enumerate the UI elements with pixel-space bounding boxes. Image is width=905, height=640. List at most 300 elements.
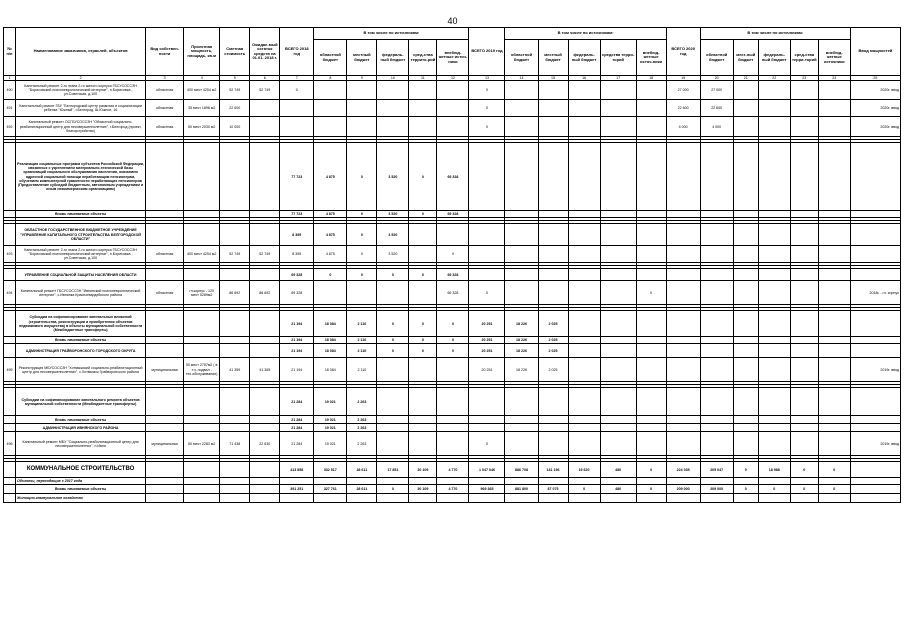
- table-cell: [636, 246, 666, 263]
- table-cell: 18 226: [505, 344, 538, 358]
- table-cell: [758, 100, 790, 117]
- table-cell: 0: [377, 337, 409, 344]
- table-cell: [314, 100, 347, 117]
- table-cell: [666, 281, 700, 305]
- table-cell: 18 084: [314, 344, 347, 358]
- table-cell: [636, 211, 666, 218]
- table-cell: [818, 311, 850, 337]
- table-cell: [4, 143, 16, 211]
- table-cell: [850, 337, 900, 344]
- table-cell: 886 708: [505, 462, 538, 478]
- table-cell: [636, 269, 666, 281]
- column-number-cell: 16: [568, 76, 600, 81]
- table-cell: 21 284: [280, 416, 314, 424]
- table-cell: [850, 462, 900, 478]
- table-cell: [250, 224, 280, 246]
- table-cell: 0: [568, 485, 600, 494]
- col-estimate: Сметная стоимость: [220, 28, 250, 76]
- table-cell: 50 мест 2030 м2: [184, 117, 220, 137]
- table-cell: [568, 281, 600, 305]
- col-2020-extrabudget: внебюд-жетные источники: [818, 40, 850, 76]
- table-cell: [700, 416, 733, 424]
- table-cell: [377, 388, 409, 416]
- table-cell: 0: [818, 462, 850, 478]
- table-cell: 391 251: [280, 485, 314, 494]
- table-cell: [437, 424, 469, 432]
- table-cell: [347, 281, 377, 305]
- table-row: [4, 281, 901, 305]
- table-cell: [469, 246, 505, 263]
- table-cell: [636, 432, 666, 456]
- table-cell: [146, 462, 184, 478]
- table-cell: 493: [4, 246, 16, 263]
- col-2018-local: местный бюджет: [347, 40, 377, 76]
- col-2018-federal: федераль-ный бюджет: [377, 40, 409, 76]
- table-cell: 0: [733, 462, 758, 478]
- table-cell: [4, 224, 16, 246]
- table-cell: [469, 424, 505, 432]
- table-cell: [469, 388, 505, 416]
- col-ownership: Вид собствен-ности: [146, 28, 184, 76]
- table-cell: [409, 281, 437, 305]
- col-total-2018: ВСЕГО 2018 год: [280, 28, 314, 76]
- table-cell: [409, 358, 437, 382]
- column-number-cell: 14: [505, 76, 538, 81]
- table-cell: 21 194: [280, 344, 314, 358]
- table-cell: [437, 388, 469, 416]
- table-cell: [377, 424, 409, 432]
- table-cell: 0: [347, 246, 377, 263]
- table-cell: 18 226: [505, 311, 538, 337]
- table-cell: [280, 117, 314, 137]
- table-cell: [505, 224, 538, 246]
- table-cell: [4, 311, 16, 337]
- table-cell: 400 мест 4254 м2: [184, 246, 220, 263]
- table-row: [4, 432, 901, 456]
- table-cell: 2 110: [347, 358, 377, 382]
- table-cell: [666, 143, 700, 211]
- column-number-cell: 8: [314, 76, 347, 81]
- table-cell: [850, 424, 900, 432]
- table-cell: [600, 246, 636, 263]
- table-cell: [4, 462, 16, 478]
- table-cell: [314, 281, 347, 305]
- table-cell: [700, 281, 733, 305]
- table-cell: [790, 311, 818, 337]
- table-cell: [600, 494, 636, 503]
- table-cell: [758, 211, 790, 218]
- table-cell: 35 мест 1896 м2: [184, 100, 220, 117]
- table-cell: [700, 424, 733, 432]
- table-cell: [4, 211, 16, 218]
- table-cell: [220, 269, 250, 281]
- table-cell: 41 365: [250, 358, 280, 382]
- table-cell: [636, 424, 666, 432]
- table-row: [4, 246, 901, 263]
- table-cell: [505, 432, 538, 456]
- table-cell: [600, 224, 636, 246]
- table-cell: [250, 416, 280, 424]
- table-cell: 0: [437, 337, 469, 344]
- col-num: № п/п: [4, 28, 16, 76]
- table-cell: [280, 100, 314, 117]
- table-cell: [850, 246, 900, 263]
- table-cell: [220, 337, 250, 344]
- table-cell: 0: [377, 344, 409, 358]
- table-row: [4, 311, 901, 337]
- table-cell: [790, 117, 818, 137]
- table-cell: [600, 281, 636, 305]
- column-number-cell: 1: [4, 76, 16, 81]
- table-cell: [850, 416, 900, 424]
- table-cell: [850, 211, 900, 218]
- col-2020-regional: областной бюджет: [700, 40, 733, 76]
- table-cell: 8 395: [280, 224, 314, 246]
- table-cell: [377, 117, 409, 137]
- table-cell: [790, 269, 818, 281]
- table-cell: [600, 337, 636, 344]
- table-cell: [314, 81, 347, 100]
- table-cell: [220, 485, 250, 494]
- table-cell: [758, 424, 790, 432]
- table-cell: [250, 462, 280, 478]
- table-cell: [636, 143, 666, 211]
- table-cell: [818, 100, 850, 117]
- column-number-cell: 4: [184, 76, 220, 81]
- table-cell: [184, 311, 220, 337]
- table-cell: [250, 117, 280, 137]
- table-cell: 21 194: [280, 358, 314, 382]
- table-cell: [538, 100, 568, 117]
- table-cell: [700, 358, 733, 382]
- table-cell: 22 600: [666, 100, 700, 117]
- table-cell: 19 620: [568, 462, 600, 478]
- table-cell: гл.корпус - 120 мест 5289м2: [184, 281, 220, 305]
- table-cell: [758, 269, 790, 281]
- table-cell: 2 025: [538, 344, 568, 358]
- table-cell: [437, 416, 469, 424]
- table-cell: [733, 432, 758, 456]
- row-title-cell: Вновь начинаемые объекты: [16, 416, 146, 424]
- table-cell: [377, 416, 409, 424]
- table-cell: [733, 337, 758, 344]
- table-cell: областная: [146, 81, 184, 100]
- table-cell: 3 520: [377, 224, 409, 246]
- table-cell: [437, 358, 469, 382]
- table-cell: [377, 81, 409, 100]
- table-cell: [700, 311, 733, 337]
- table-cell: 494: [4, 281, 16, 305]
- table-cell: 87 075: [538, 485, 568, 494]
- table-cell: [184, 211, 220, 218]
- table-cell: [184, 269, 220, 281]
- table-cell: [790, 211, 818, 218]
- table-cell: 19 021: [314, 424, 347, 432]
- table-cell: [250, 388, 280, 416]
- table-cell: [636, 311, 666, 337]
- table-cell: [850, 269, 900, 281]
- investment-program-table: [3, 27, 901, 503]
- table-cell: [700, 246, 733, 263]
- table-cell: [250, 424, 280, 432]
- table-cell: 10 000: [220, 117, 250, 137]
- table-cell: [437, 117, 469, 137]
- table-cell: областная: [146, 281, 184, 305]
- table-cell: [733, 494, 758, 503]
- table-cell: [220, 211, 250, 218]
- table-cell: 18 226: [505, 337, 538, 344]
- table-cell: [220, 388, 250, 416]
- table-cell: [377, 358, 409, 382]
- column-number-cell: 12: [437, 76, 469, 81]
- table-cell: 21 284: [280, 432, 314, 456]
- table-cell: [505, 388, 538, 416]
- table-cell: [4, 416, 16, 424]
- table-cell: [538, 281, 568, 305]
- table-cell: 71 438: [220, 432, 250, 456]
- table-cell: [600, 311, 636, 337]
- table-cell: 52 749: [250, 81, 280, 100]
- table-cell: [538, 494, 568, 503]
- table-cell: [220, 478, 250, 485]
- table-cell: [666, 311, 700, 337]
- table-cell: 0: [377, 311, 409, 337]
- table-cell: [790, 358, 818, 382]
- table-cell: [733, 246, 758, 263]
- table-cell: [790, 337, 818, 344]
- table-cell: [758, 416, 790, 424]
- table-cell: [220, 224, 250, 246]
- table-cell: [505, 117, 538, 137]
- table-cell: [818, 432, 850, 456]
- table-cell: [850, 478, 900, 485]
- table-cell: 2 025: [538, 358, 568, 382]
- table-cell: [733, 143, 758, 211]
- table-cell: [790, 424, 818, 432]
- table-cell: 209 000: [700, 485, 733, 494]
- table-cell: [250, 478, 280, 485]
- row-title-cell: АДМИНИСТРАЦИЯ ГРАЙВОРОНСКОГО ГОРОДСКОГО ОКРУГА: [16, 344, 146, 358]
- table-cell: 492: [4, 117, 16, 137]
- table-cell: [666, 478, 700, 485]
- table-cell: [733, 344, 758, 358]
- table-cell: областная: [146, 100, 184, 117]
- table-cell: [568, 432, 600, 456]
- table-cell: [758, 311, 790, 337]
- group-2020: В том числе по источникам:: [700, 28, 850, 40]
- table-cell: 0: [409, 269, 437, 281]
- table-cell: [220, 311, 250, 337]
- table-cell: [790, 143, 818, 211]
- table-cell: 2018г. - гл. корпус: [850, 281, 900, 305]
- table-cell: [250, 311, 280, 337]
- table-cell: [636, 100, 666, 117]
- table-cell: 480: [600, 462, 636, 478]
- col-2019-local: местный бюджет: [538, 40, 568, 76]
- table-cell: [568, 269, 600, 281]
- table-cell: [505, 281, 538, 305]
- table-cell: [850, 143, 900, 211]
- table-cell: [758, 432, 790, 456]
- table-cell: [600, 269, 636, 281]
- table-cell: [818, 344, 850, 358]
- table-cell: [600, 432, 636, 456]
- row-title-cell: Вновь начинаемые объекты: [16, 211, 146, 218]
- table-cell: 0: [636, 485, 666, 494]
- table-cell: [250, 269, 280, 281]
- table-cell: [347, 117, 377, 137]
- group-2019: В том числе по источникам:: [505, 28, 666, 40]
- table-cell: [790, 81, 818, 100]
- column-number-cell: 19: [666, 76, 700, 81]
- table-cell: [250, 494, 280, 503]
- table-cell: 4 875: [314, 224, 347, 246]
- table-row: [4, 494, 901, 503]
- column-number-cell: 11: [409, 76, 437, 81]
- table-cell: 18 084: [314, 337, 347, 344]
- table-cell: 0: [347, 143, 377, 211]
- table-cell: [818, 494, 850, 503]
- table-row: [4, 485, 901, 494]
- table-cell: [568, 117, 600, 137]
- table-cell: 4 875: [314, 211, 347, 218]
- table-cell: [250, 485, 280, 494]
- table-cell: [568, 143, 600, 211]
- table-cell: [600, 388, 636, 416]
- table-cell: [790, 494, 818, 503]
- table-cell: [666, 432, 700, 456]
- table-cell: [758, 246, 790, 263]
- table-cell: [469, 224, 505, 246]
- table-cell: [568, 224, 600, 246]
- table-cell: [146, 388, 184, 416]
- table-cell: 2 263: [347, 424, 377, 432]
- table-cell: 21 194: [280, 337, 314, 344]
- table-cell: 400 мест 4254 м2: [184, 81, 220, 100]
- table-cell: [469, 211, 505, 218]
- table-cell: [636, 478, 666, 485]
- table-cell: [146, 337, 184, 344]
- table-cell: 2019г. ввод: [850, 358, 900, 382]
- col-name: Наименование заказчиков, отраслей, объектов: [16, 28, 146, 76]
- table-cell: 0: [469, 281, 505, 305]
- table-cell: 0: [377, 485, 409, 494]
- table-cell: [758, 117, 790, 137]
- table-cell: [790, 388, 818, 416]
- table-cell: [280, 494, 314, 503]
- table-cell: 0: [790, 462, 818, 478]
- table-cell: 20 251: [469, 358, 505, 382]
- table-cell: [538, 211, 568, 218]
- table-cell: 22 600: [220, 100, 250, 117]
- table-cell: 2 263: [347, 416, 377, 424]
- table-cell: [347, 494, 377, 503]
- col-2019-regional: областной бюджет: [505, 40, 538, 76]
- table-cell: [818, 211, 850, 218]
- table-cell: 0: [469, 81, 505, 100]
- table-cell: [758, 81, 790, 100]
- table-cell: 0: [437, 344, 469, 358]
- table-cell: [666, 388, 700, 416]
- table-cell: 969 365: [469, 485, 505, 494]
- column-number-cell: 15: [538, 76, 568, 81]
- column-number-cell: 24: [818, 76, 850, 81]
- table-cell: 19 021: [314, 432, 347, 456]
- table-cell: [184, 478, 220, 485]
- table-cell: [146, 494, 184, 503]
- table-cell: [538, 246, 568, 263]
- table-cell: 205 047: [700, 462, 733, 478]
- table-cell: 30 109: [409, 485, 437, 494]
- table-cell: [4, 388, 16, 416]
- table-cell: [538, 432, 568, 456]
- table-cell: [636, 388, 666, 416]
- table-cell: [666, 424, 700, 432]
- table-row: [4, 462, 901, 478]
- column-number-cell: 13: [469, 76, 505, 81]
- table-cell: [250, 143, 280, 211]
- table-cell: [184, 143, 220, 211]
- table-cell: 224 035: [666, 462, 700, 478]
- table-cell: [700, 269, 733, 281]
- col-2019-territories: средства терри-торий: [600, 40, 636, 76]
- table-cell: [850, 344, 900, 358]
- table-cell: 496: [4, 432, 16, 456]
- table-cell: 21 284: [280, 424, 314, 432]
- col-remainder: Ожидае-мый остаток средств на 01.01. 2018 г.: [250, 28, 280, 76]
- table-row: [4, 81, 901, 100]
- table-cell: [409, 424, 437, 432]
- table-cell: [600, 358, 636, 382]
- table-cell: 3 520: [377, 211, 409, 218]
- column-number-cell: 21: [733, 76, 758, 81]
- table-cell: [146, 485, 184, 494]
- table-cell: [146, 224, 184, 246]
- table-cell: 69 328: [280, 281, 314, 305]
- table-cell: [469, 416, 505, 424]
- column-number-cell: 5: [220, 76, 250, 81]
- table-cell: 0: [469, 117, 505, 137]
- table-cell: [220, 416, 250, 424]
- table-cell: 3 520: [377, 246, 409, 263]
- table-cell: [733, 211, 758, 218]
- table-row: [4, 224, 901, 246]
- table-cell: [377, 281, 409, 305]
- table-cell: 8 395: [280, 246, 314, 263]
- table-cell: [666, 337, 700, 344]
- table-cell: [636, 358, 666, 382]
- row-title-cell: Капитальный ремонт 2-го этапа 2-го жилого корпуса ГБСУСОССЗН "Борисовский психоневрологический интернат", п.Борисовка , ул.Советская, д.100: [16, 81, 146, 100]
- table-cell: [790, 100, 818, 117]
- table-cell: [758, 388, 790, 416]
- col-2018-extrabudget: внебюд-жетные источ-ники: [437, 40, 469, 76]
- column-number-cell: 10: [377, 76, 409, 81]
- table-cell: [850, 224, 900, 246]
- table-cell: [818, 416, 850, 424]
- table-cell: 141 196: [538, 462, 568, 478]
- table-cell: 2 263: [347, 432, 377, 456]
- table-cell: [850, 388, 900, 416]
- table-cell: [733, 424, 758, 432]
- table-cell: [184, 424, 220, 432]
- table-cell: [505, 100, 538, 117]
- table-cell: [733, 281, 758, 305]
- table-cell: 4 770: [437, 485, 469, 494]
- row-title-cell: Капитальный ремонт ОСГБУСОССЗН "Областной социально-реабилитационный центр для несовершеннолетних", г.Белгород (проект, благоустройство): [16, 117, 146, 137]
- table-row: [4, 424, 901, 432]
- table-cell: 52 749: [220, 81, 250, 100]
- table-cell: 0: [636, 281, 666, 305]
